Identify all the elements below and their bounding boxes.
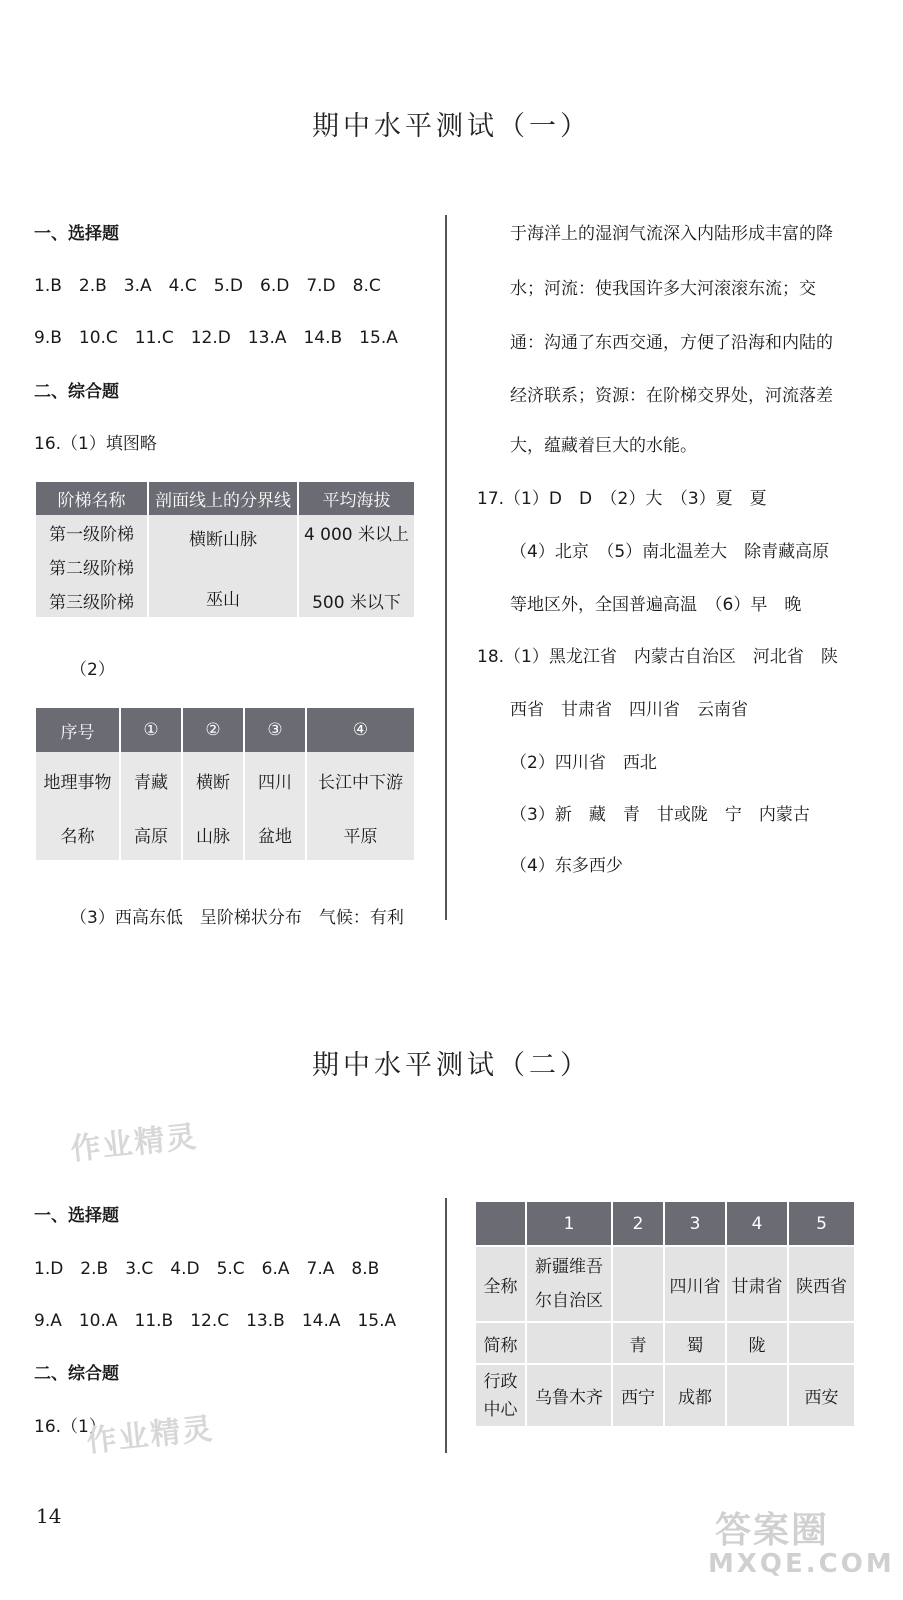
test1-q16-2: （2） — [70, 660, 115, 680]
answer-line: （4）北京 （5）南北温差大 除青藏高原 — [510, 542, 830, 562]
landform-header-3: ③ — [244, 708, 306, 752]
answer-line: （2）四川省 西北 — [510, 753, 657, 773]
landform-row-2-cell-1: 高原 — [120, 808, 182, 860]
province-fullname-5: 陕西省 — [788, 1246, 854, 1322]
page-number: 14 — [36, 1504, 62, 1528]
column-divider-2 — [445, 1198, 447, 1453]
landform-row-1-cell-2: 横断 — [182, 752, 244, 808]
stairs-table — [36, 482, 414, 617]
answer-line: 大，蕴藏着巨大的水能。 — [510, 436, 697, 456]
province-fullname-4: 甘肃省 — [726, 1246, 788, 1322]
test1-mc-row-1: 1.B 2.B 3.A 4.C 5.D 6.D 7.D 8.C — [34, 276, 381, 296]
answer-line: 经济联系；资源：在阶梯交界处，河流落差 — [510, 386, 833, 406]
answer-line: 等地区外，全国普遍高温 （6）早 晚 — [510, 595, 802, 615]
stairs-boundary-1: 横断山脉 — [148, 515, 298, 583]
test2-section-comprehensive: 二、综合题 — [34, 1364, 119, 1384]
province-abbr-5 — [788, 1322, 854, 1364]
stairs-row-1-name: 第一级阶梯 — [36, 515, 148, 549]
landform-row-2-cell-4: 平原 — [306, 808, 414, 860]
province-capital-label: 行政中心 — [476, 1364, 526, 1426]
test1-q16-1: 16.（1）填图略 — [34, 434, 157, 454]
province-fullname-2 — [612, 1246, 664, 1322]
landform-row-2-label: 名称 — [36, 808, 120, 860]
test2-mc-row-2: 9.A 10.A 11.B 12.C 13.B 14.A 15.A — [34, 1311, 397, 1331]
province-capital-4 — [726, 1364, 788, 1426]
province-fullname-1: 新疆维吾尔自治区 — [526, 1246, 612, 1322]
test1-section-choice: 一、选择题 — [34, 224, 119, 244]
province-capital-5: 西安 — [788, 1364, 854, 1426]
answer-line: （3）新 藏 青 甘或陇 宁 内蒙古 — [510, 805, 810, 825]
answer-line: 通：沟通了东西交通，方便了沿海和内陆的 — [510, 333, 833, 353]
landform-header-4: ④ — [306, 708, 414, 752]
province-header-3: 3 — [664, 1202, 726, 1246]
watermark: 作业精灵 — [84, 1411, 216, 1460]
watermark: 作业精灵 — [68, 1119, 200, 1168]
stairs-row-3-name: 第三级阶梯 — [36, 583, 148, 617]
province-abbr-2: 青 — [612, 1322, 664, 1364]
province-fullname-label: 全称 — [476, 1246, 526, 1322]
test2-q16-1: 16.（1） — [34, 1417, 106, 1437]
landform-header-2: ② — [182, 708, 244, 752]
test1-section-comprehensive: 二、综合题 — [34, 382, 119, 402]
stairs-row-1-altitude: 4 000 米以上 — [298, 515, 414, 549]
test2-title: 期中水平测试（二） — [312, 1050, 591, 1081]
stairs-row-2-name: 第二级阶梯 — [36, 549, 148, 583]
test1-q16-3: （3）西高东低 呈阶梯状分布 气候：有利 — [70, 908, 404, 928]
province-abbr-label: 简称 — [476, 1322, 526, 1364]
province-header-5: 5 — [788, 1202, 854, 1246]
answer-line: 水；河流：使我国许多大河滚滚东流；交 — [510, 279, 816, 299]
province-header-1: 1 — [526, 1202, 612, 1246]
site-logo-url: MXQE.COM — [708, 1549, 895, 1579]
landform-row-2-cell-3: 盆地 — [244, 808, 306, 860]
province-header-empty — [476, 1202, 526, 1246]
landform-header-1: ① — [120, 708, 182, 752]
province-table — [476, 1202, 854, 1426]
province-abbr-4: 陇 — [726, 1322, 788, 1364]
stairs-header-name: 阶梯名称 — [36, 482, 148, 515]
q18-line: 18.（1）黑龙江省 内蒙古自治区 河北省 陕 — [477, 647, 838, 667]
province-fullname-3: 四川省 — [664, 1246, 726, 1322]
province-abbr-3: 蜀 — [664, 1322, 726, 1364]
province-abbr-1 — [526, 1322, 612, 1364]
test1-title: 期中水平测试（一） — [312, 111, 591, 142]
province-capital-1: 乌鲁木齐 — [526, 1364, 612, 1426]
landform-row-1-cell-4: 长江中下游 — [306, 752, 414, 808]
stairs-header-boundary: 剖面线上的分界线 — [148, 482, 298, 515]
test2-mc-row-1: 1.D 2.B 3.C 4.D 5.C 6.A 7.A 8.B — [34, 1259, 380, 1279]
answer-line: 于海洋上的湿润气流深入内陆形成丰富的降 — [510, 224, 833, 244]
test1-mc-row-2: 9.B 10.C 11.C 12.D 13.A 14.B 15.A — [34, 328, 398, 348]
stairs-row-3-altitude: 500 米以下 — [298, 583, 414, 617]
answer-line: 西省 甘肃省 四川省 云南省 — [510, 700, 748, 720]
site-logo: 答案圈 — [715, 1510, 830, 1551]
answer-line: （4）东多西少 — [510, 856, 623, 876]
province-header-4: 4 — [726, 1202, 788, 1246]
province-capital-3: 成都 — [664, 1364, 726, 1426]
test2-section-choice: 一、选择题 — [34, 1206, 119, 1226]
landform-row-1-cell-1: 青藏 — [120, 752, 182, 808]
landform-row-1-cell-3: 四川 — [244, 752, 306, 808]
stairs-row-2-altitude — [298, 549, 414, 583]
stairs-header-altitude: 平均海拔 — [298, 482, 414, 515]
stairs-boundary-2: 巫山 — [148, 583, 298, 617]
q17-line: 17.（1）D D （2）大 （3）夏 夏 — [477, 489, 767, 509]
column-divider — [445, 215, 447, 920]
province-capital-2: 西宁 — [612, 1364, 664, 1426]
landform-table — [36, 708, 414, 860]
province-header-2: 2 — [612, 1202, 664, 1246]
landform-row-1-label: 地理事物 — [36, 752, 120, 808]
landform-header-index: 序号 — [36, 708, 120, 752]
landform-row-2-cell-2: 山脉 — [182, 808, 244, 860]
